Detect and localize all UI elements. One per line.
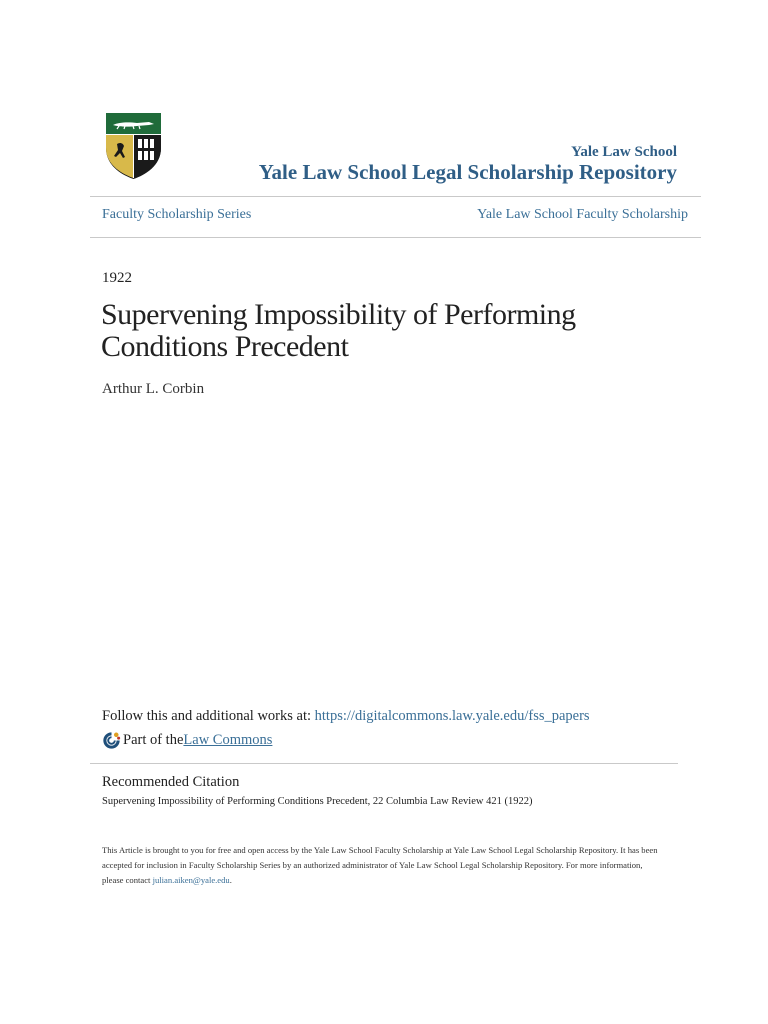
header-divider <box>90 196 701 197</box>
yale-law-shield-icon <box>105 112 162 180</box>
faculty-scholarship-series-link[interactable]: Faculty Scholarship Series <box>102 207 252 222</box>
article-title-line-1: Supervening Impossibility of Performing <box>101 298 576 331</box>
part-of-line <box>102 731 272 750</box>
part-of-prefix: Part of the <box>123 732 184 748</box>
article-title <box>101 299 661 363</box>
fss-papers-link[interactable]: https://digitalcommons.law.yale.edu/fss_papers <box>314 708 590 724</box>
publication-year: 1922 <box>102 270 132 286</box>
recommended-citation-heading: Recommended Citation <box>102 774 240 790</box>
citation-divider <box>90 763 678 764</box>
article-author: Arthur L. Corbin <box>102 381 205 397</box>
faculty-scholarship-collection-link[interactable]: Yale Law School Faculty Scholarship <box>477 207 688 222</box>
recommended-citation-text: Supervening Impossibility of Performing Conditions Precedent, 22 Columbia Law Review 421 (1922) <box>102 796 533 807</box>
open-access-notice <box>102 843 662 888</box>
contact-email-link[interactable]: julian.aiken@yale.edu <box>152 875 230 885</box>
bepress-commons-icon <box>102 731 121 750</box>
law-commons-link[interactable]: Law Commons <box>183 732 273 748</box>
follow-line <box>102 708 590 725</box>
follow-prefix: Follow this and additional works at: <box>102 708 315 724</box>
series-divider <box>90 237 701 238</box>
repository-title[interactable]: Yale Law School Legal Scholarship Repository <box>258 160 677 184</box>
school-name[interactable]: Yale Law School <box>571 144 677 160</box>
notice-end: . <box>229 875 232 885</box>
article-title-line-2: Conditions Precedent <box>101 330 349 363</box>
notice-text: This Article is brought to you for free and open access by the Yale Law School Faculty Scholarship at Yale Law School Legal Scholarship Repository. It has been accepted for inclusion in Faculty Scholarship Series by an authorized administrator of Yale Law School Legal Scholarship Repository. For more information, please contact <box>102 845 658 885</box>
